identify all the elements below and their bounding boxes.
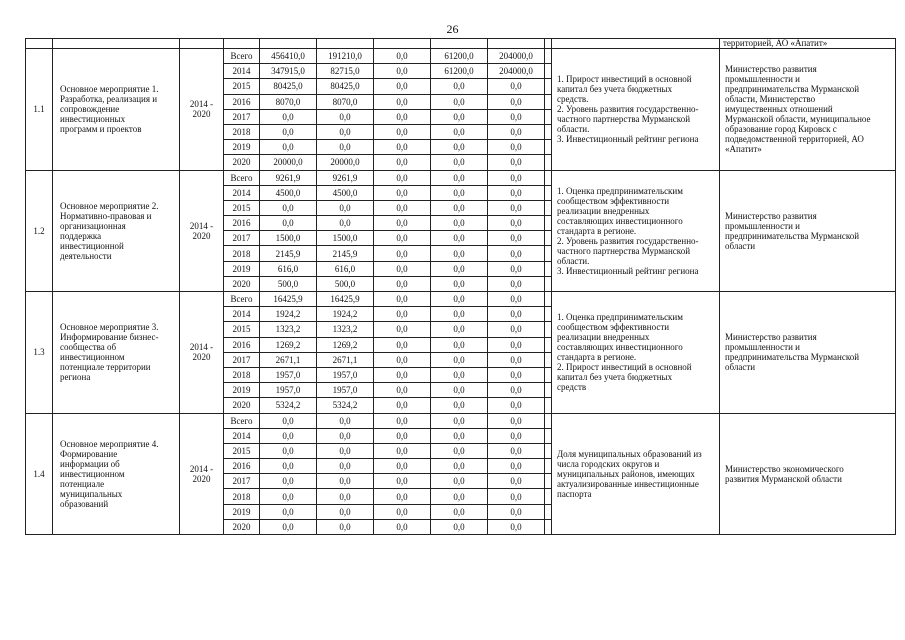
amount-cell: 1323,2: [260, 322, 317, 337]
spacer-cell: [545, 246, 552, 261]
year-cell: 2016: [224, 337, 260, 352]
amount-cell: 0,0: [431, 504, 488, 519]
spacer-cell: [545, 352, 552, 367]
amount-cell: 0,0: [374, 413, 431, 428]
amount-cell: 1323,2: [317, 322, 374, 337]
amount-cell: 0,0: [374, 79, 431, 94]
amount-cell: 20000,0: [260, 155, 317, 170]
year-cell: 2017: [224, 474, 260, 489]
amount-cell: 1957,0: [317, 383, 374, 398]
amount-cell: 0,0: [317, 200, 374, 215]
amount-cell: 0,0: [488, 398, 545, 413]
amount-cell: 0,0: [488, 246, 545, 261]
indicators-cell: 1. Прирост инвестиций в основной капитал без учета бюджетных средств. 2. Уровень развития государственно- частного партнерства Мурманской области. 3. Инвестиционный рейтинг региона: [552, 49, 720, 171]
amount-cell: 0,0: [374, 474, 431, 489]
spacer-cell: [545, 367, 552, 382]
amount-cell: 0,0: [317, 109, 374, 124]
amount-cell: 1500,0: [260, 231, 317, 246]
activity-code: 1.1: [26, 49, 53, 171]
year-cell: Всего: [224, 49, 260, 64]
amount-cell: 1924,2: [260, 307, 317, 322]
amount-cell: 0,0: [374, 504, 431, 519]
amount-cell: 8070,0: [317, 94, 374, 109]
amount-cell: 16425,9: [260, 292, 317, 307]
amount-cell: 0,0: [431, 124, 488, 139]
year-cell: 2016: [224, 94, 260, 109]
activity-period: 2014 - 2020: [180, 413, 224, 535]
amount-cell: 0,0: [488, 367, 545, 382]
year-cell: 2014: [224, 64, 260, 79]
amount-cell: 0,0: [431, 459, 488, 474]
spacer-cell: [545, 216, 552, 231]
executor-cell: Министерство развития промышленности и предпринимательства Мурманской области, Министерство имущественных отношений Мурманской области, муниципальное образование город Кировск с подведомственной территорией, АО «Апатит»: [720, 49, 896, 171]
amount-cell: 0,0: [374, 170, 431, 185]
amount-cell: 8070,0: [260, 94, 317, 109]
amount-cell: 0,0: [260, 109, 317, 124]
amount-cell: 1924,2: [317, 307, 374, 322]
year-cell: 2020: [224, 519, 260, 534]
amount-cell: 0,0: [431, 307, 488, 322]
activity-name: Основное мероприятие 4. Формирование информации об инвестиционном потенциале муниципальных образований: [53, 413, 180, 535]
activity-code: 1.3: [26, 292, 53, 414]
amount-cell: 0,0: [488, 322, 545, 337]
spacer-cell: [545, 443, 552, 458]
amount-cell: 20000,0: [317, 155, 374, 170]
spacer-cell: [545, 474, 552, 489]
amount-cell: 0,0: [431, 140, 488, 155]
amount-cell: 0,0: [374, 398, 431, 413]
amount-cell: 5324,2: [317, 398, 374, 413]
year-cell: 2015: [224, 322, 260, 337]
spacer-cell: [545, 109, 552, 124]
amount-cell: 0,0: [488, 109, 545, 124]
spacer-cell: [545, 185, 552, 200]
continuation-row: [26, 39, 896, 49]
activity-name: Основное мероприятие 2. Нормативно-правовая и организационная поддержка инвестиционной деятельности: [53, 170, 180, 292]
spacer-cell: [545, 428, 552, 443]
page-number: 26: [446, 22, 459, 36]
spacer-cell: [545, 140, 552, 155]
table-row: [26, 413, 896, 428]
amount-cell: 0,0: [374, 185, 431, 200]
amount-cell: 0,0: [488, 94, 545, 109]
spacer-cell: [545, 413, 552, 428]
year-cell: 2017: [224, 109, 260, 124]
amount-cell: 0,0: [431, 216, 488, 231]
amount-cell: 0,0: [488, 170, 545, 185]
amount-cell: 0,0: [431, 155, 488, 170]
year-cell: Всего: [224, 292, 260, 307]
amount-cell: 0,0: [260, 216, 317, 231]
amount-cell: 0,0: [431, 337, 488, 352]
spacer-cell: [545, 64, 552, 79]
spacer-cell: [545, 489, 552, 504]
amount-cell: 0,0: [374, 519, 431, 534]
amount-cell: 0,0: [374, 64, 431, 79]
amount-cell: 0,0: [374, 261, 431, 276]
amount-cell: 0,0: [488, 489, 545, 504]
year-cell: 2019: [224, 383, 260, 398]
year-cell: 2020: [224, 398, 260, 413]
amount-cell: 0,0: [488, 519, 545, 534]
year-cell: 2017: [224, 352, 260, 367]
amount-cell: 0,0: [488, 352, 545, 367]
amount-cell: 2671,1: [317, 352, 374, 367]
amount-cell: 5324,2: [260, 398, 317, 413]
year-cell: 2019: [224, 261, 260, 276]
amount-cell: 0,0: [260, 413, 317, 428]
amount-cell: 0,0: [431, 292, 488, 307]
amount-cell: 0,0: [488, 124, 545, 139]
amount-cell: 0,0: [431, 489, 488, 504]
year-cell: 2014: [224, 185, 260, 200]
amount-cell: 204000,0: [488, 64, 545, 79]
indicators-cell: 1. Оценка предпринимательским сообществом эффективности реализации внедренных составляющих инвестиционного стандарта в регионе. 2. Уровень развития государственно- частного партнерства Мурманской области. 3. Инвестиционный рейтинг региона: [552, 170, 720, 292]
year-cell: 2014: [224, 307, 260, 322]
amount-cell: 0,0: [374, 216, 431, 231]
spacer-cell: [545, 322, 552, 337]
amount-cell: 4500,0: [260, 185, 317, 200]
spacer-cell: [545, 383, 552, 398]
year-cell: Всего: [224, 413, 260, 428]
spacer-cell: [545, 155, 552, 170]
indicators-cell: Доля муниципальных образований из числа городских округов и муниципальных районов, имеющих актуализированные инвестиционные паспорта: [552, 413, 720, 535]
amount-cell: 0,0: [488, 383, 545, 398]
amount-cell: 0,0: [431, 367, 488, 382]
spacer-cell: [545, 170, 552, 185]
year-cell: Всего: [224, 170, 260, 185]
activity-period: 2014 - 2020: [180, 49, 224, 171]
amount-cell: 0,0: [374, 94, 431, 109]
year-cell: 2016: [224, 459, 260, 474]
activity-period: 2014 - 2020: [180, 170, 224, 292]
amount-cell: 0,0: [431, 79, 488, 94]
amount-cell: 0,0: [488, 413, 545, 428]
amount-cell: 0,0: [374, 292, 431, 307]
amount-cell: 61200,0: [431, 49, 488, 64]
year-cell: 2016: [224, 216, 260, 231]
amount-cell: 0,0: [488, 216, 545, 231]
amount-cell: 0,0: [317, 124, 374, 139]
amount-cell: 1957,0: [317, 367, 374, 382]
executor-cell: Министерство развития промышленности и предпринимательства Мурманской области: [720, 170, 896, 292]
amount-cell: 0,0: [374, 428, 431, 443]
amount-cell: 0,0: [374, 109, 431, 124]
amount-cell: 0,0: [488, 337, 545, 352]
amount-cell: 0,0: [431, 261, 488, 276]
year-cell: 2018: [224, 246, 260, 261]
amount-cell: 16425,9: [317, 292, 374, 307]
amount-cell: 0,0: [431, 170, 488, 185]
spacer-cell: [545, 79, 552, 94]
amount-cell: 0,0: [488, 261, 545, 276]
amount-cell: 0,0: [488, 443, 545, 458]
amount-cell: 0,0: [374, 124, 431, 139]
spacer-cell: [545, 276, 552, 291]
amount-cell: 0,0: [488, 292, 545, 307]
amount-cell: 0,0: [488, 428, 545, 443]
amount-cell: 0,0: [488, 276, 545, 291]
amount-cell: 0,0: [431, 474, 488, 489]
year-cell: 2018: [224, 489, 260, 504]
spacer-cell: [545, 459, 552, 474]
amount-cell: 0,0: [431, 231, 488, 246]
amount-cell: 0,0: [431, 94, 488, 109]
amount-cell: 0,0: [488, 459, 545, 474]
spacer-cell: [545, 398, 552, 413]
amount-cell: 0,0: [374, 231, 431, 246]
amount-cell: 0,0: [488, 307, 545, 322]
year-cell: 2018: [224, 124, 260, 139]
amount-cell: 0,0: [260, 519, 317, 534]
amount-cell: 0,0: [431, 519, 488, 534]
amount-cell: 0,0: [431, 200, 488, 215]
amount-cell: 0,0: [260, 489, 317, 504]
amount-cell: 0,0: [431, 428, 488, 443]
year-cell: 2014: [224, 428, 260, 443]
amount-cell: 0,0: [374, 276, 431, 291]
amount-cell: 0,0: [317, 504, 374, 519]
amount-cell: 2145,9: [317, 246, 374, 261]
amount-cell: 0,0: [431, 276, 488, 291]
year-cell: 2020: [224, 276, 260, 291]
amount-cell: 456410,0: [260, 49, 317, 64]
amount-cell: 0,0: [317, 519, 374, 534]
activity-name: Основное мероприятие 1. Разработка, реализация и сопровождение инвестиционных программ и проектов: [53, 49, 180, 171]
amount-cell: 1500,0: [317, 231, 374, 246]
amount-cell: 0,0: [260, 459, 317, 474]
amount-cell: 616,0: [260, 261, 317, 276]
amount-cell: 500,0: [317, 276, 374, 291]
amount-cell: 0,0: [488, 79, 545, 94]
table-row: [26, 292, 896, 307]
amount-cell: 0,0: [374, 246, 431, 261]
amount-cell: 0,0: [260, 428, 317, 443]
amount-cell: 0,0: [488, 231, 545, 246]
amount-cell: 1957,0: [260, 383, 317, 398]
amount-cell: 0,0: [260, 474, 317, 489]
year-cell: 2018: [224, 367, 260, 382]
spacer-cell: [545, 504, 552, 519]
year-cell: 2015: [224, 79, 260, 94]
amount-cell: 0,0: [374, 367, 431, 382]
amount-cell: 1269,2: [260, 337, 317, 352]
executor-cell: Министерство развития промышленности и предпринимательства Мурманской области: [720, 292, 896, 414]
amount-cell: 0,0: [374, 155, 431, 170]
amount-cell: 61200,0: [431, 64, 488, 79]
amount-cell: 204000,0: [488, 49, 545, 64]
amount-cell: 0,0: [260, 443, 317, 458]
amount-cell: 0,0: [488, 185, 545, 200]
amount-cell: 0,0: [374, 337, 431, 352]
amount-cell: 0,0: [431, 398, 488, 413]
amount-cell: 0,0: [431, 413, 488, 428]
amount-cell: 0,0: [317, 216, 374, 231]
amount-cell: 0,0: [374, 383, 431, 398]
amount-cell: 4500,0: [317, 185, 374, 200]
amount-cell: 0,0: [431, 246, 488, 261]
activity-period: 2014 - 2020: [180, 292, 224, 414]
amount-cell: 82715,0: [317, 64, 374, 79]
amount-cell: 0,0: [374, 489, 431, 504]
activity-code: 1.2: [26, 170, 53, 292]
amount-cell: 616,0: [317, 261, 374, 276]
amount-cell: 0,0: [317, 428, 374, 443]
amount-cell: 0,0: [431, 352, 488, 367]
indicators-cell: 1. Оценка предпринимательским сообществом эффективности реализации внедренных составляющих инвестиционного стандарта в регионе. 2. Прирост инвестиций в основной капитал без учета бюджетных средств: [552, 292, 720, 414]
amount-cell: 0,0: [431, 185, 488, 200]
amount-cell: 0,0: [374, 140, 431, 155]
amount-cell: 0,0: [431, 383, 488, 398]
spacer-cell: [545, 200, 552, 215]
amount-cell: 1269,2: [317, 337, 374, 352]
spacer-cell: [545, 292, 552, 307]
amount-cell: 0,0: [488, 200, 545, 215]
amount-cell: 0,0: [374, 49, 431, 64]
amount-cell: 0,0: [317, 443, 374, 458]
amount-cell: 347915,0: [260, 64, 317, 79]
amount-cell: 191210,0: [317, 49, 374, 64]
year-cell: 2019: [224, 140, 260, 155]
amount-cell: 80425,0: [260, 79, 317, 94]
spacer-cell: [545, 261, 552, 276]
spacer-cell: [545, 307, 552, 322]
amount-cell: 0,0: [374, 200, 431, 215]
year-cell: 2015: [224, 443, 260, 458]
amount-cell: 500,0: [260, 276, 317, 291]
amount-cell: 0,0: [317, 140, 374, 155]
amount-cell: 0,0: [374, 307, 431, 322]
table-row: [26, 170, 896, 185]
year-cell: 2019: [224, 504, 260, 519]
amount-cell: 1957,0: [260, 367, 317, 382]
amount-cell: 0,0: [488, 474, 545, 489]
amount-cell: 0,0: [374, 443, 431, 458]
amount-cell: 0,0: [260, 504, 317, 519]
amount-cell: 80425,0: [317, 79, 374, 94]
amount-cell: 0,0: [374, 459, 431, 474]
year-cell: 2020: [224, 155, 260, 170]
amount-cell: 0,0: [374, 322, 431, 337]
spacer-cell: [545, 94, 552, 109]
spacer-cell: [545, 337, 552, 352]
amount-cell: 2145,9: [260, 246, 317, 261]
amount-cell: 2671,1: [260, 352, 317, 367]
spacer-cell: [545, 519, 552, 534]
executor-cell: Министерство экономического развития Мурманской области: [720, 413, 896, 535]
amount-cell: 0,0: [488, 140, 545, 155]
executor-continuation: территорией, АО «Апатит»: [720, 39, 896, 49]
activity-code: 1.4: [26, 413, 53, 535]
program-activities-table: [25, 38, 896, 535]
amount-cell: 0,0: [317, 474, 374, 489]
amount-cell: 0,0: [488, 155, 545, 170]
amount-cell: 9261,9: [260, 170, 317, 185]
year-cell: 2017: [224, 231, 260, 246]
spacer-cell: [545, 124, 552, 139]
amount-cell: 0,0: [431, 443, 488, 458]
table-row: [26, 49, 896, 64]
spacer-cell: [545, 231, 552, 246]
amount-cell: 0,0: [317, 459, 374, 474]
amount-cell: 9261,9: [317, 170, 374, 185]
amount-cell: 0,0: [317, 489, 374, 504]
spacer-cell: [545, 49, 552, 64]
amount-cell: 0,0: [260, 124, 317, 139]
amount-cell: 0,0: [488, 504, 545, 519]
amount-cell: 0,0: [374, 352, 431, 367]
amount-cell: 0,0: [260, 200, 317, 215]
amount-cell: 0,0: [260, 140, 317, 155]
amount-cell: 0,0: [431, 109, 488, 124]
amount-cell: 0,0: [317, 413, 374, 428]
year-cell: 2015: [224, 200, 260, 215]
amount-cell: 0,0: [431, 322, 488, 337]
activity-name: Основное мероприятие 3. Информирование бизнес- сообщества об инвестиционном потенциале территории региона: [53, 292, 180, 414]
